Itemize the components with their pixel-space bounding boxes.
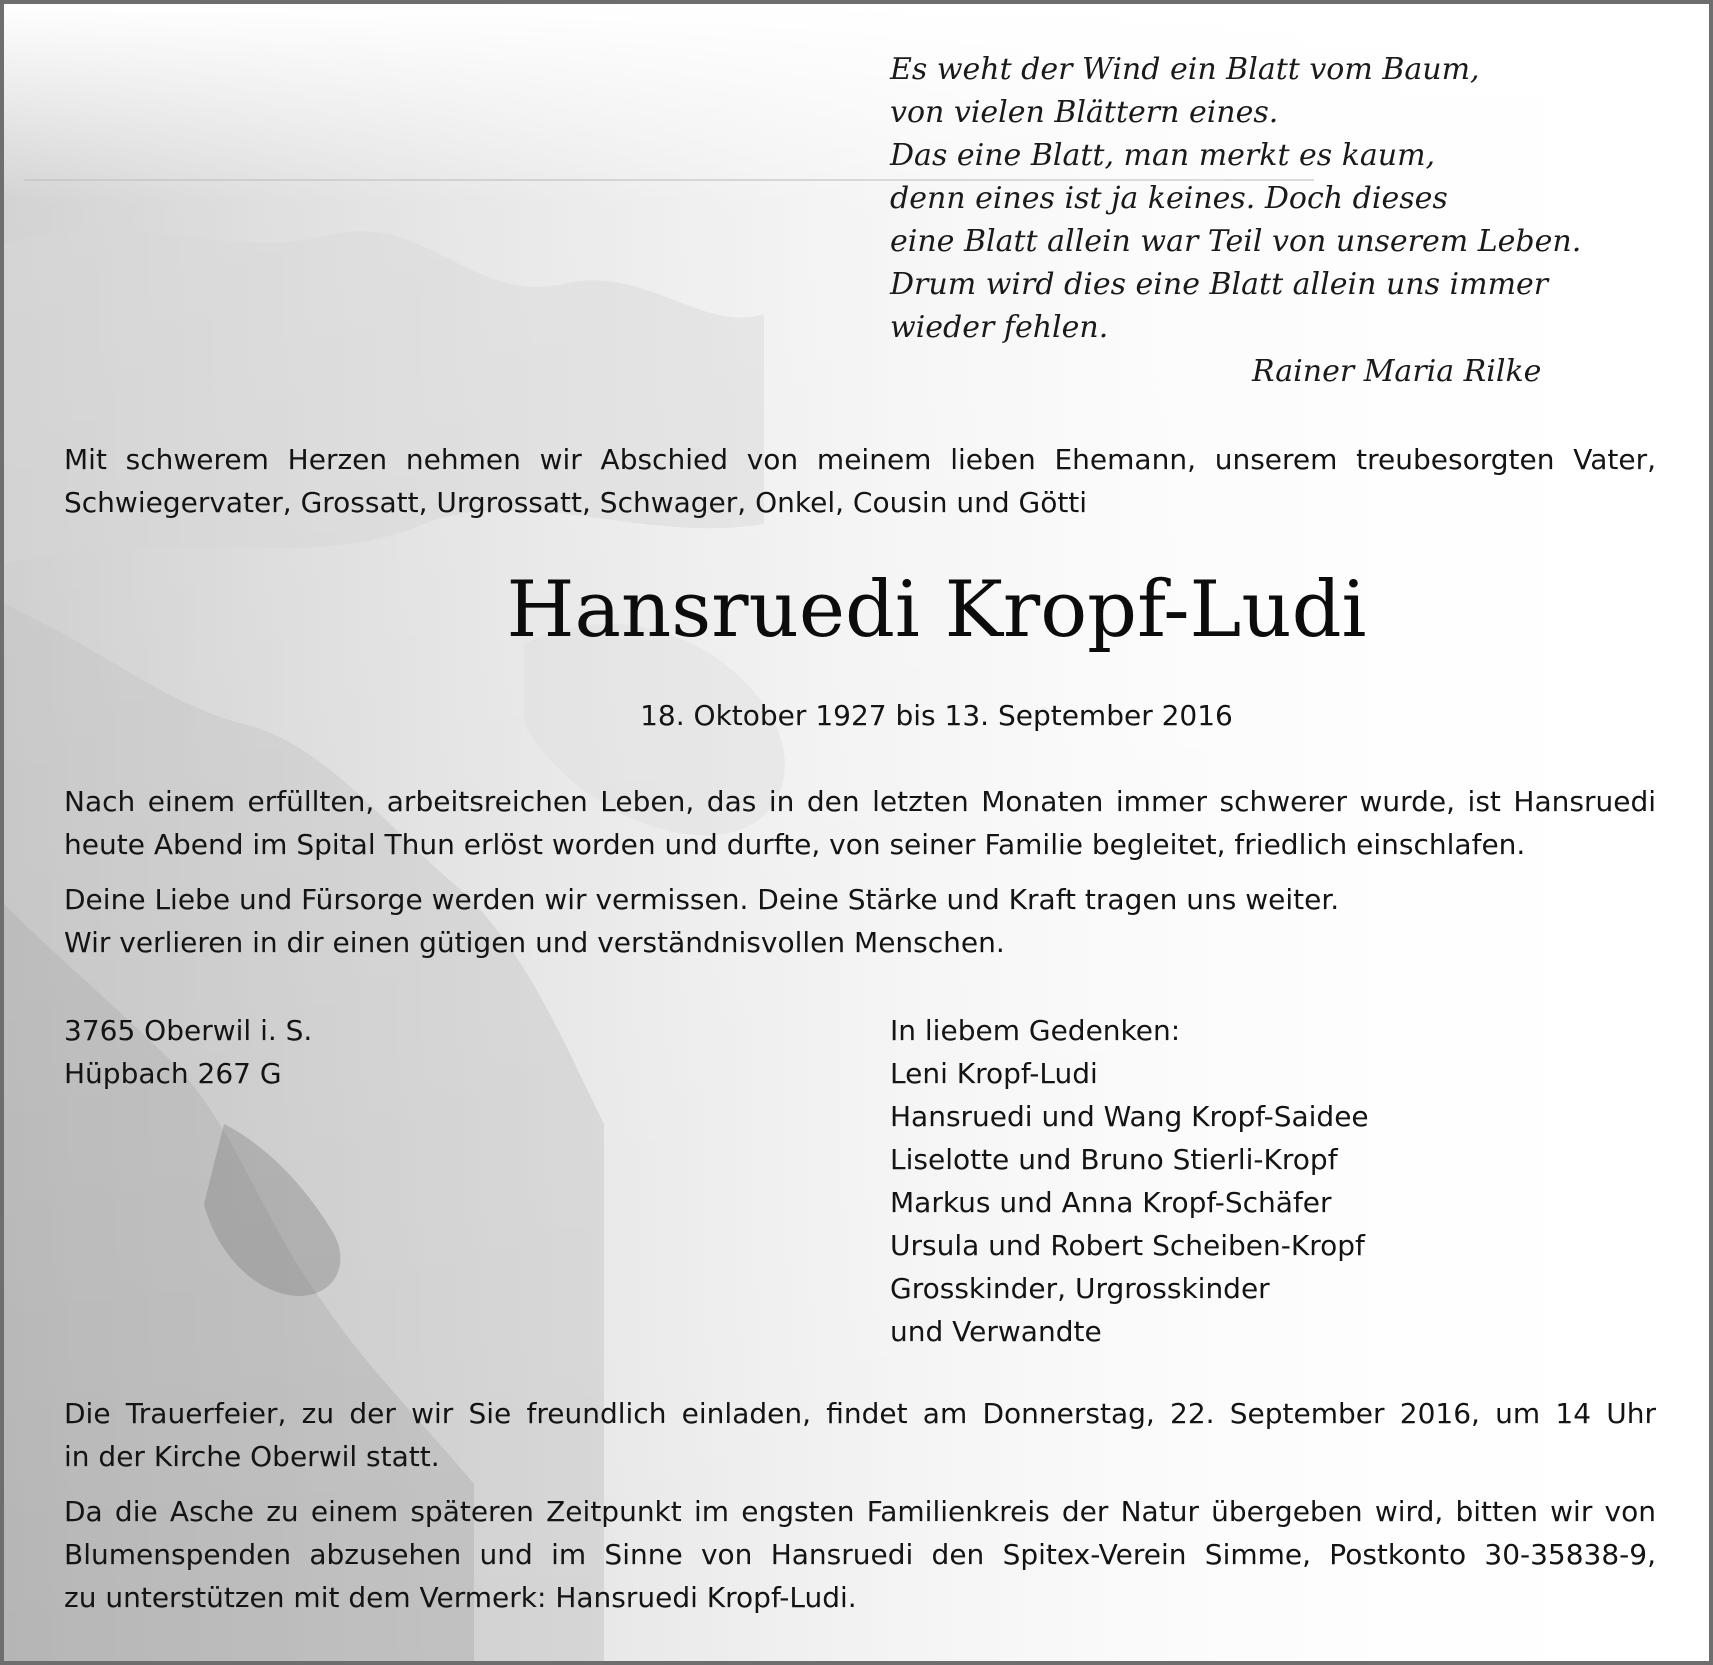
mourner-name: Markus und Anna Kropf-Schäfer [890,1186,1332,1219]
mourner-name: und Verwandte [890,1315,1102,1348]
message-line: Deine Liebe und Fürsorge werden wir vermissen. Deine Stärke und Kraft tragen uns weiter. [64,883,1340,916]
funeral-line: in der Kirche Oberwil statt. [64,1440,440,1473]
message-line: heute Abend im Spital Thun erlöst worden und durfte, von seiner Familie begleitet, friedlich einschlafen. [64,828,1526,861]
mourners-heading: In liebem Gedenken: [890,1014,1181,1047]
life-dates: 18. Oktober 1927 bis 13. September 2016 [640,699,1233,732]
address-line: Hüpbach 267 G [64,1057,282,1090]
funeral-line: Die Trauerfeier, zu der wir Sie freundlich einladen, findet am Donnerstag, 22. September 2016, um 14 Uhr [64,1397,1656,1430]
mourners-list [890,1009,1369,1353]
funeral-info [64,1392,1656,1478]
poem-author: Rainer Maria Rilke [1252,354,1542,389]
deceased-name: Hansruedi Kropf-Ludi [506,565,1367,655]
mourner-name: Leni Kropf-Ludi [890,1057,1098,1090]
poem-line: denn eines ist ja keines. Doch dieses [890,181,1448,216]
message-paragraph-2 [64,878,1656,964]
poem-line: Das eine Blatt, man merkt es kaum, [890,138,1436,173]
poem-line: eine Blatt allein war Teil von unserem Leben. [890,224,1582,259]
intro-line: Schwiegervater, Grossatt, Urgrossatt, Schwager, Onkel, Cousin und Götti [64,486,1088,519]
message-line: Wir verlieren in dir einen gütigen und verständnisvollen Menschen. [64,926,1005,959]
donation-line: zu unterstützen mit dem Vermerk: Hansruedi Kropf-Ludi. [64,1581,857,1614]
mourner-name: Ursula und Robert Scheiben-Kropf [890,1229,1365,1262]
poem-line: von vielen Blättern eines. [890,95,1279,130]
address-block [64,1009,312,1095]
donation-line: Blumenspenden abzusehen und im Sinne von Hansruedi den Spitex-Verein Simme, Postkonto 30-35838-9, [64,1538,1656,1571]
mourner-name: Hansruedi und Wang Kropf-Saidee [890,1100,1369,1133]
donation-line: Da die Asche zu einem späteren Zeitpunkt im engsten Familienkreis der Natur übergeben wird, bitten wir von [64,1495,1656,1528]
intro-line: Mit schwerem Herzen nehmen wir Abschied von meinem lieben Ehemann, unserem treubesorgten Vater, [64,443,1656,476]
message-paragraph-1 [64,780,1656,866]
poem [890,48,1650,349]
donation-info [64,1490,1656,1619]
message-line: Nach einem erfüllten, arbeitsreichen Leben, das in den letzten Monaten immer schwerer wurde, ist Hansruedi [64,785,1656,818]
mourner-name: Grosskinder, Urgrosskinder [890,1272,1270,1305]
intro-text [64,438,1656,524]
poem-line: Drum wird dies eine Blatt allein uns immer [890,267,1549,302]
address-line: 3765 Oberwil i. S. [64,1014,313,1047]
poem-line: wieder fehlen. [890,310,1109,345]
poem-line: Es weht der Wind ein Blatt vom Baum, [890,52,1480,87]
mourner-name: Liselotte und Bruno Stierli-Kropf [890,1143,1338,1176]
